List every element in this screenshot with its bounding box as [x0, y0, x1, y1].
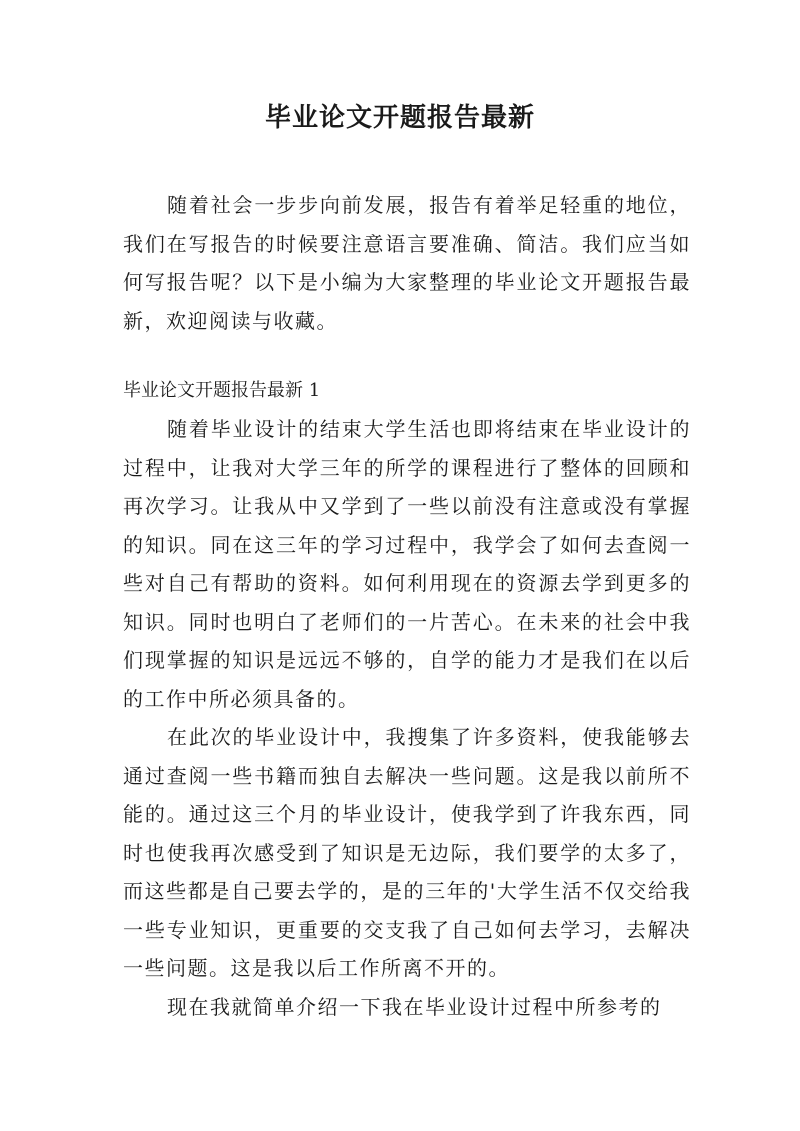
body-paragraph-2: 在此次的毕业设计中，我搜集了许多资料，使我能够去通过查阅一些书籍而独自去解决一些问题。这是我以前所不能的。通过这三个月的毕业设计，使我学到了许我东西，同时也使我再次感受到了知识是无边际，我们要学的太多了，而这些都是自己要去学的，是的三年的'大学生活不仅交给我一些专业知识，更重要的交支我了自己如何去学习，去解决一些问题。这是我以后工作所离不开的。	[123, 725, 691, 980]
section-heading: 毕业论文开题报告最新 1	[123, 380, 321, 401]
body-paragraph-3: 现在我就简单介绍一下我在毕业设计过程中所参考的	[167, 995, 662, 1019]
body-paragraph-1: 随着毕业设计的结束大学生活也即将结束在毕业设计的过程中，让我对大学三年的所学的课程进行了整体的回顾和再次学习。让我从中又学到了一些以前没有注意或没有掌握的知识。同在这三年的学习过程中，我学会了如何去查阅一些对自己有帮助的资料。如何利用现在的资源去学到更多的知识。同时也明白了老师们的一片苦心。在未来的社会中我们现掌握的知识是远远不够的，自学的能力才是我们在以后的工作中所必须具备的。	[123, 417, 691, 711]
intro-paragraph: 随着社会一步步向前发展，报告有着举足轻重的地位，我们在写报告的时候要注意语言要准确、简洁。我们应当如何写报告呢？以下是小编为大家整理的毕业论文开题报告最新，欢迎阅读与收藏。	[123, 193, 691, 333]
document-title: 毕业论文开题报告最新	[264, 103, 535, 133]
